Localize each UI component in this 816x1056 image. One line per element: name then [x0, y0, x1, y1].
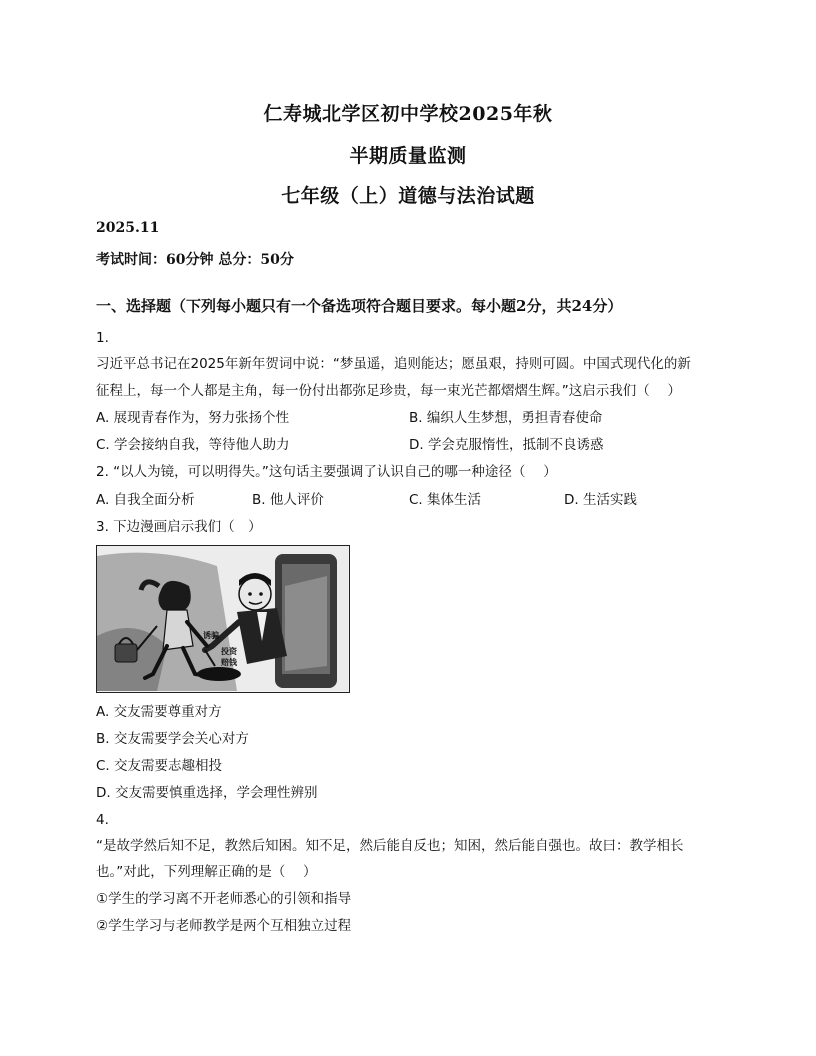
q3-comic-image — [96, 545, 350, 693]
comic-label-invest: 投资 — [221, 647, 237, 656]
q4-stem-line2: 也。”对此，下列理解正确的是（ ） — [96, 864, 317, 880]
q4-stem-line1: “是故学然后知不足，教然后知困。知不足，然后能自反也；知困，然后能自强也。故曰：教学相长 — [96, 838, 684, 854]
q2-option-b: B. 他人评价 — [252, 492, 324, 508]
exam-date: 2025.11 — [96, 220, 160, 236]
q2-option-c: C. 集体生活 — [409, 492, 482, 508]
q1-stem-line2: 征程上，每一个人都是主角，每一份付出都弥足珍贵，每一束光芒都熠熠生辉。”这启示我们（ ） — [96, 383, 682, 399]
q2-option-a: A. 自我全面分析 — [96, 492, 195, 508]
q1-stem-line1: 习近平总书记在2025年新年贺词中说：“梦虽遥，追则能达；愿虽艰，持则可圆。中国式现代化的新 — [96, 356, 691, 372]
exam-title-line2: 半期质量监测 — [349, 145, 467, 167]
q1-option-c: C. 学会接纳自我，等待他人助力 — [96, 437, 290, 453]
q3-stem: 3. 下边漫画启示我们（ ） — [96, 519, 262, 535]
q3-option-c: C. 交友需要志趣相投 — [96, 758, 223, 774]
q3-option-d: D. 交友需要慎重选择，学会理性辨别 — [96, 785, 318, 801]
exam-title-line3: 七年级（上）道德与法治试题 — [281, 185, 535, 207]
q2-option-d: D. 生活实践 — [564, 492, 637, 508]
comic-label-lure: 诱骗 — [203, 631, 219, 640]
q3-option-a: A. 交友需要尊重对方 — [96, 704, 222, 720]
q4-item-1: ①学生的学习离不开老师悉心的引领和指导 — [96, 891, 352, 907]
exam-info: 考试时间：60分钟 总分：50分 — [96, 252, 294, 268]
q1-option-d: D. 学会克服惰性，抵制不良诱惑 — [409, 437, 604, 453]
comic-label-lose: 赔钱 — [221, 658, 237, 667]
q3-option-b: B. 交友需要学会关心对方 — [96, 731, 249, 747]
q2-stem: 2. “以人为镜，可以明得失。”这句话主要强调了认识自己的哪一种途径（ ） — [96, 464, 557, 480]
q1-number: 1. — [96, 330, 109, 346]
q4-item-2: ②学生学习与老师教学是两个互相独立过程 — [96, 918, 352, 934]
section-heading: 一、选择题（下列每小题只有一个备选项符合题目要求。每小题2分，共24分） — [96, 297, 623, 315]
exam-title-line1: 仁寿城北学区初中学校2025年秋 — [263, 103, 553, 125]
q1-option-a: A. 展现青春作为，努力张扬个性 — [96, 410, 290, 426]
q1-option-b: B. 编织人生梦想，勇担青春使命 — [409, 410, 603, 426]
q4-number: 4. — [96, 812, 109, 828]
